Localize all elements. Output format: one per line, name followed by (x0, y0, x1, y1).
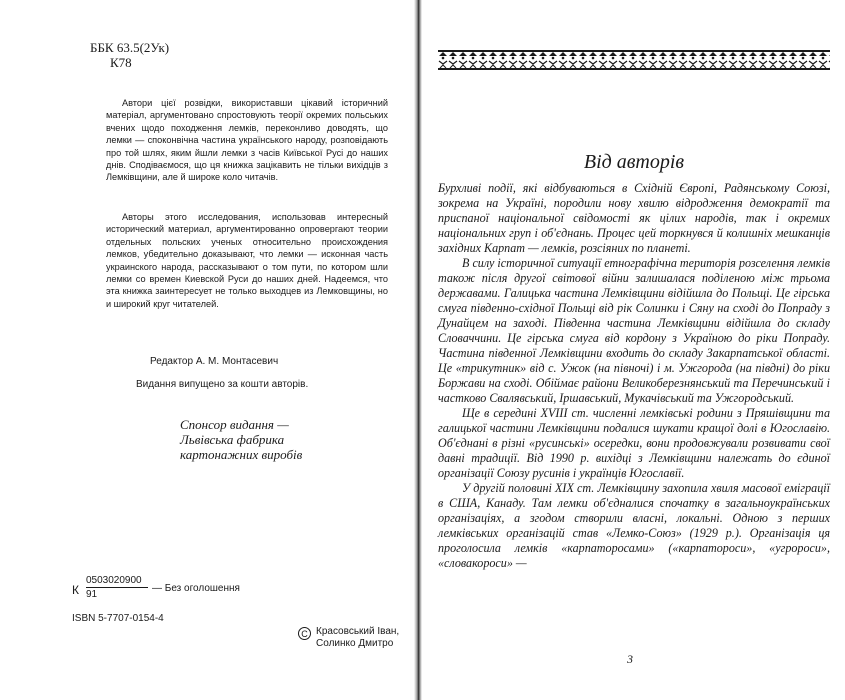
bbk-index (90, 40, 169, 70)
copyright-line: Солинко Дмитро (316, 638, 394, 649)
page-number: 3 (627, 652, 633, 666)
bbk-code: ББК 63.5(2Ук) (90, 40, 170, 55)
code-letter: К (72, 583, 79, 597)
editor-credit: Редактор А. М. Монтасевич (150, 356, 279, 367)
chapter-title: Від авторів (583, 151, 685, 173)
sponsor-line: Львівська фабрика (180, 432, 285, 447)
left-page (0, 0, 416, 700)
paragraph: В силу історичної ситуації етнографічна територія розселення лемків також після другої світової війни залишалася поділеною між трьома державами. Галицька частина Лемківщини відійшла до Польщі. Це гірська смуга південно-східної Польщі від рік Солинки і Сяну на сході до Попраду з Дунайцем на заході. Південна частина Лемківщини відійшла до складу Словаччини. Це гірська смуга від кордону з Україною до ріки Попраду. Частина південної Лемківщини входить до складу Закарпатської області. Це «трикутник» від с. Ужок (на півночі) і м. Ужгорода (на півдні) до ріки Боржави на сході. Обіймає райони Великоберезнянський та Перечинський і частково Свалявський, Іршавський, Мукачівський та Ужгородський. (438, 256, 830, 405)
sponsor-line: Спонсор видання — (180, 417, 289, 432)
author-mark: К78 (110, 55, 132, 70)
copyright-holders (316, 626, 399, 650)
paragraph: Бурхливі події, які відбуваються в Східній Європі, Радянському Союзі, зокрема на Україні, породили нову хвилю відродження демократії та приспаної національної свідомості як цілих народів, так і окремих національних груп і об'єднань. Процес цей торкнувся й колишніх мешканців західних Карпат — лемків, розсіяних по планеті. (438, 181, 830, 255)
copyright-icon: C (298, 627, 311, 640)
paragraph: Ще в середині XVIII ст. численні лемківські родини з Пряшівщини та галицької частини Лемківщини подалися шукати кращої долі в Югославію. Об'єднані в різні «русинські» осередки, вони продовжували розвивати свої давні традиції. Від 1990 р. вихідці з Лемківщини належать до єдиної організації Союзу русинів і українців Югославії. (438, 406, 830, 480)
code-fraction (86, 575, 148, 600)
copyright-line: Красовський Іван, (316, 626, 400, 637)
sponsor-line: картонажних виробів (180, 447, 303, 462)
code-note: — Без оголошення (152, 583, 240, 594)
sponsor-block (180, 417, 302, 462)
funding-note: Видання випущено за кошти авторів. (136, 379, 309, 390)
ornament-border-icon (438, 50, 830, 70)
code-numerator: 0503020900 (86, 575, 148, 588)
chapter-body (438, 181, 830, 571)
paragraph: У другій половині XIX ст. Лемківщину захопила хвиля масової еміграції в США, Канаду. Там лемки об'єдналися спочатку в загальноукраїнських організаціях, а згодом створили власні, локальні. Одною з перших лемківських організацій став «Лемко-Союз» (1929 р.). Організація ця проголосила лемків «карпаторосами» («карпатороси», «угророси», «словакороси» — (438, 481, 830, 570)
code-denominator: 91 (86, 589, 98, 600)
annotation-ukrainian: Автори цієї розвідки, використавши цікавий історичний матеріал, аргументовано спростовують теорії окремих польських вчених щодо походження лемків, переконливо доводять, що лемки — споконвічна частина українського народу, розповідають про той шлях, яким йшли лемки з часів Київської Русі до наших днів. Сподіваємося, що ця книжка зацікавить не тільки вихідців з Лемківщини, але й широке коло читачів. (106, 98, 388, 183)
isbn: ISBN 5-7707-0154-4 (72, 613, 164, 624)
annotation-russian: Авторы этого исследования, использовав интересный исторический материал, аргументированно опровергают теории отдельных польских ученых относительно происхождения лемков, убедительно доказывают, что лемки — исконная часть украинского народа, рассказывают о том пути, по котором шли лемки со времен Киевской Руси до наших дней. Надеемся, что эта книжка заинтересует не только выходцев из Лемковщины, но и широкий круг читателей. (106, 212, 388, 309)
right-page (420, 0, 845, 700)
